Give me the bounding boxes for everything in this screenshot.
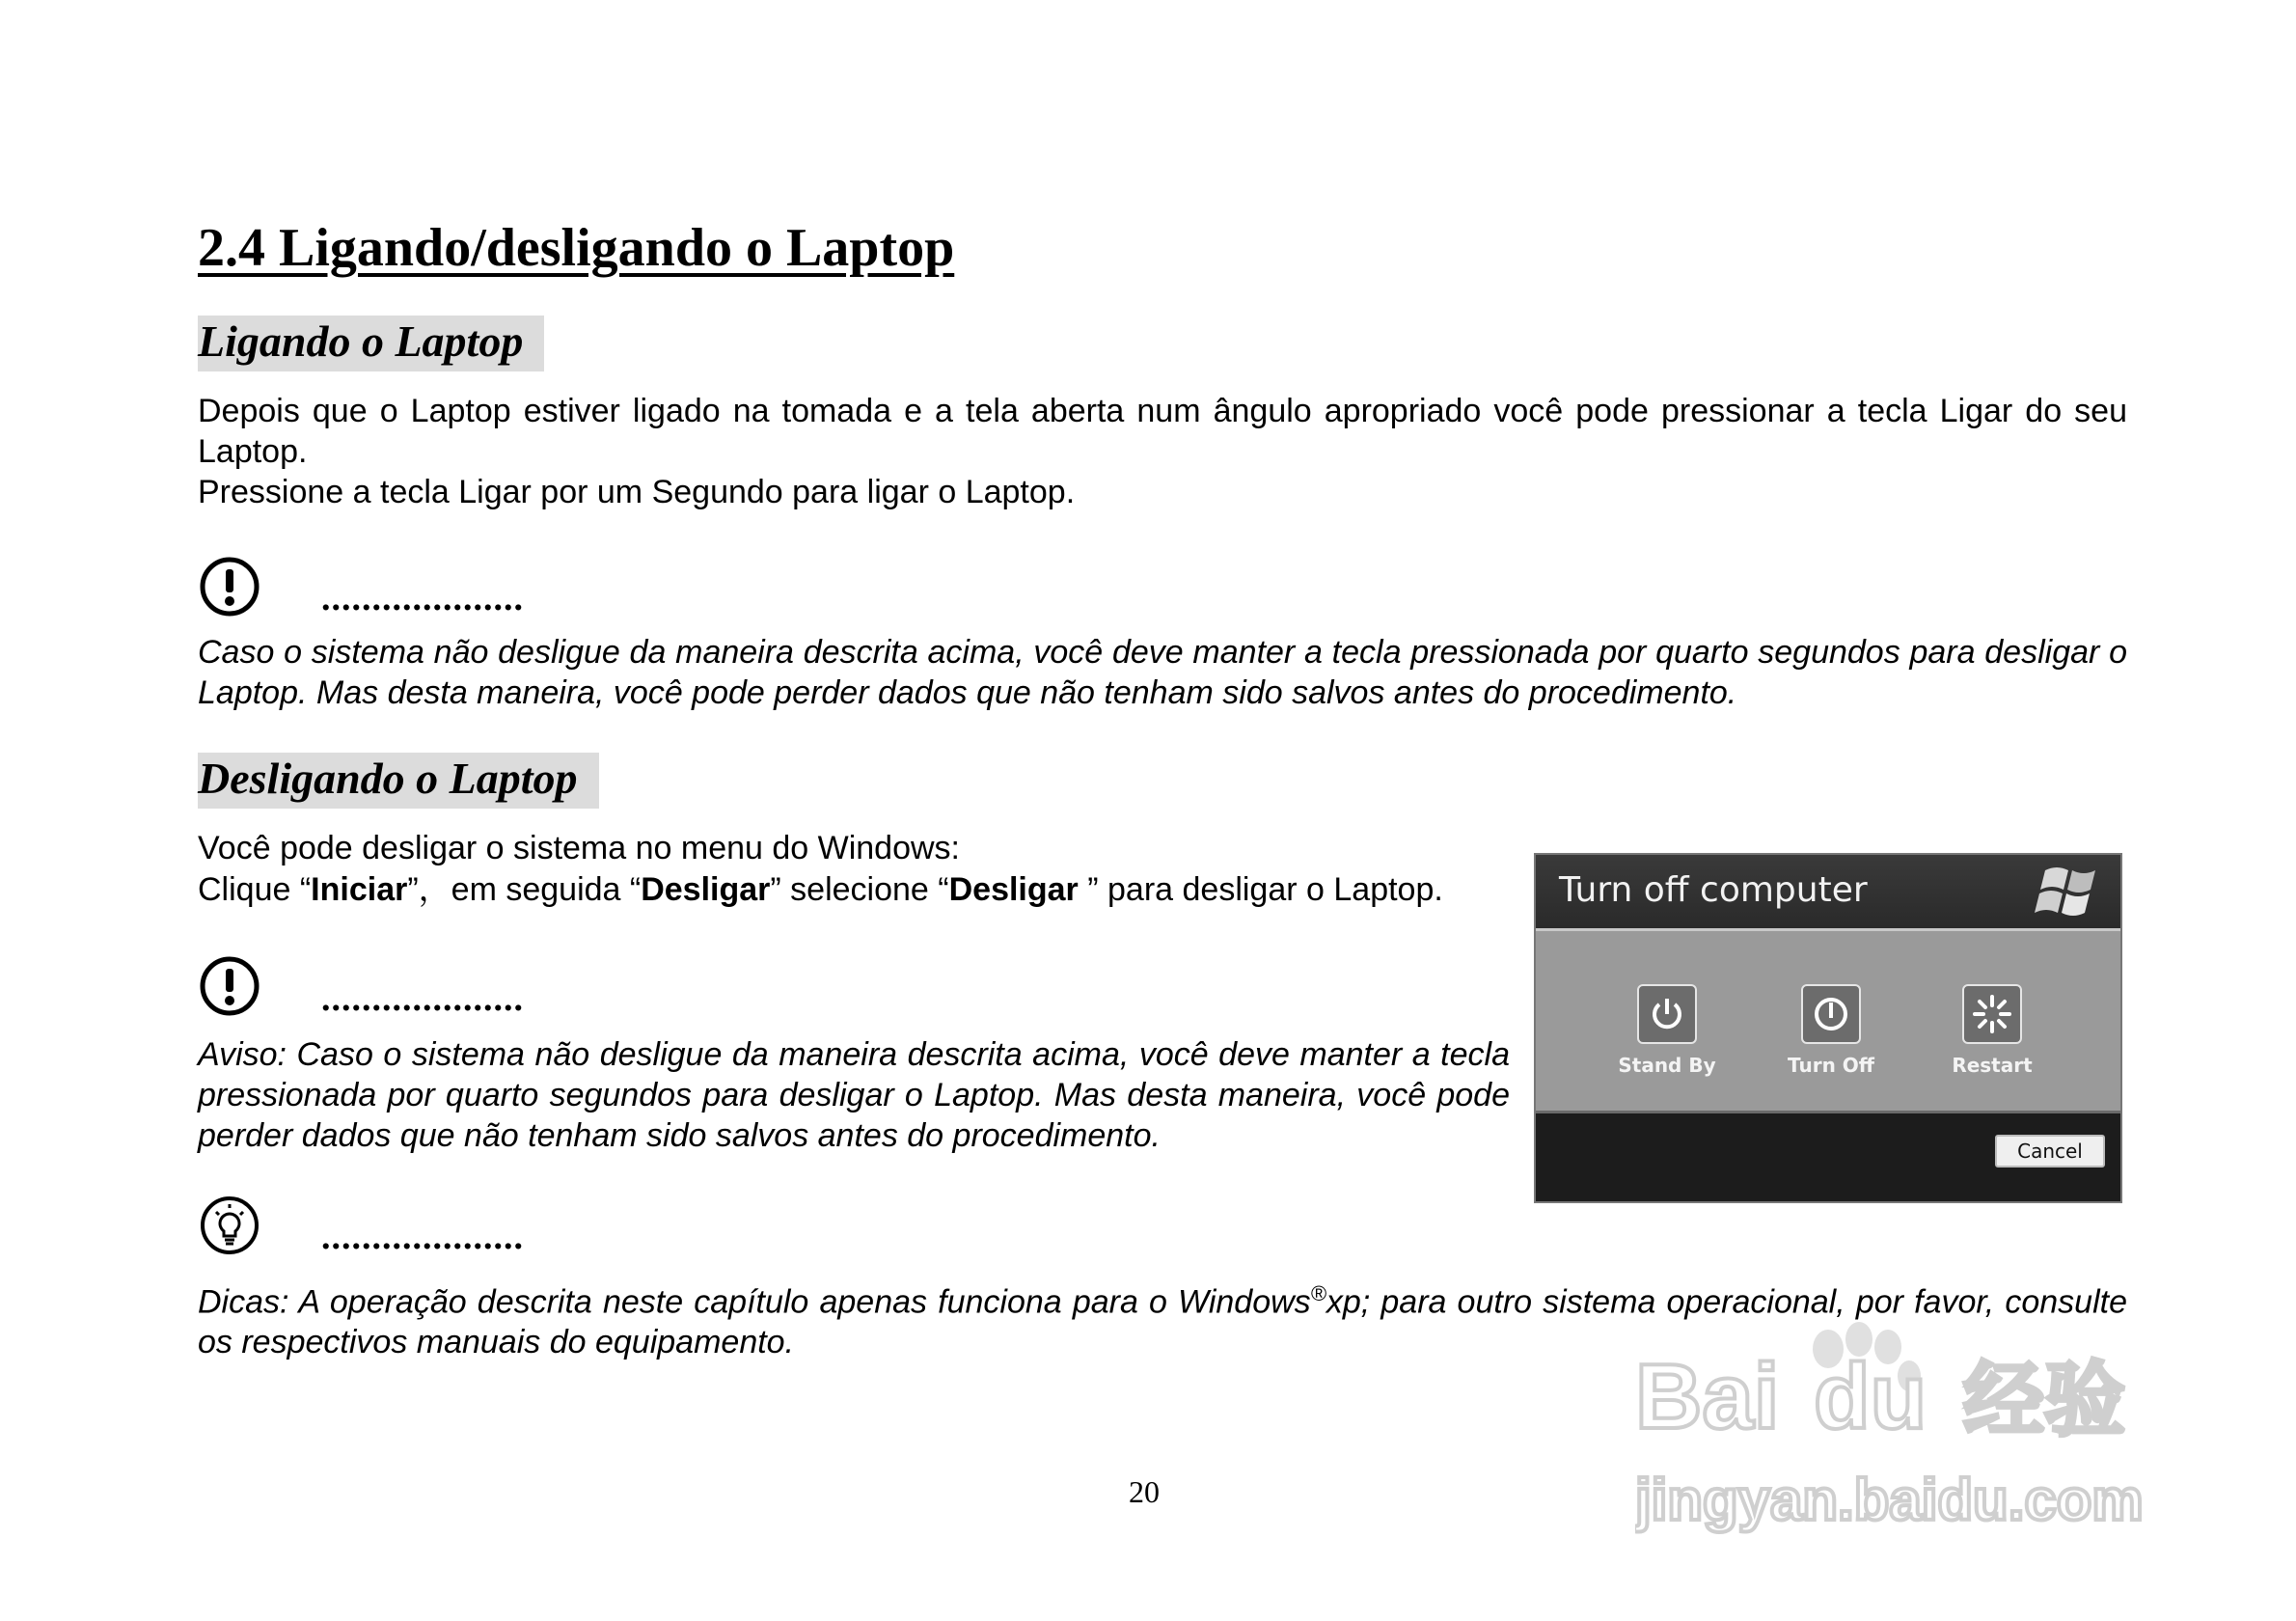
- paragraph-intro: Depois que o Laptop estiver ligado na tomada e a tela aberta num ângulo apropriado você pode pressionar a tecla Ligar do seu Laptop.: [198, 393, 2127, 470]
- paragraph-press-power: Pressione a tecla Ligar por um Segundo para ligar o Laptop.: [198, 474, 1076, 510]
- paragraph-click-instructions: Clique “Iniciar”，em seguida “Desligar” selecione “Desligar ” para desligar o Laptop.: [198, 871, 1443, 908]
- power-icon: [1646, 993, 1688, 1035]
- restart-icon: [1971, 993, 2013, 1035]
- stand-by-label: Stand By: [1618, 1054, 1716, 1077]
- watermark-bai: Bai: [1635, 1345, 1780, 1448]
- watermark-url: jingyan.baidu.com: [1635, 1468, 2144, 1532]
- restart-option[interactable]: [1920, 984, 2064, 1077]
- watermark-du: du: [1814, 1345, 1927, 1448]
- turn-off-button[interactable]: [1801, 984, 1861, 1044]
- baidu-watermark: [1635, 1322, 2175, 1544]
- turn-off-label: Turn Off: [1788, 1054, 1874, 1077]
- windows-logo-icon: [2034, 861, 2107, 922]
- dialog-title: Turn off computer: [1559, 870, 1868, 910]
- page-title: 2.4 Ligando/desligando o Laptop: [198, 218, 955, 278]
- stand-by-button[interactable]: [1637, 984, 1697, 1044]
- warning-dots: ....................: [321, 978, 524, 1019]
- turn-off-option[interactable]: [1759, 984, 1903, 1077]
- tip-text: Dicas: A operação descrita neste capítulo apenas funciona para o Windows®xp; para outro sistema operacional, por favor, consulte os respectivos manuais do equipamento.: [198, 1281, 2128, 1361]
- exclamation-icon: [199, 556, 260, 618]
- exclamation-icon: [199, 955, 260, 1017]
- tip-dots: ....................: [321, 1217, 524, 1257]
- section-heading-ligando: Ligando o Laptop: [198, 316, 544, 371]
- dialog-body: [1536, 928, 2120, 1113]
- restart-button[interactable]: [1962, 984, 2022, 1044]
- section-heading-desligando: Desligando o Laptop: [198, 753, 599, 809]
- dialog-header: [1536, 855, 2120, 928]
- paragraph-windows-menu: Você pode desligar o sistema no menu do Windows:: [198, 830, 961, 866]
- cancel-button[interactable]: Cancel: [1995, 1135, 2105, 1168]
- lightbulb-icon: [199, 1195, 260, 1256]
- dialog-footer: [1536, 1113, 2120, 1201]
- restart-label: Restart: [1952, 1054, 2033, 1077]
- turn-off-icon: [1810, 993, 1852, 1035]
- warning-text: Aviso: Caso o sistema não desligue da maneira descrita acima, você deve manter a tecla pressionada por quarto segundos para desligar o Laptop. Mas desta maneira, você pode perder dados que não tenham sido salvos antes do procedimento.: [198, 1036, 1510, 1154]
- stand-by-option[interactable]: [1595, 984, 1739, 1077]
- watermark-jingyan-cn: 经验: [1963, 1355, 2126, 1445]
- note-dots: ....................: [321, 578, 524, 618]
- note-text: Caso o sistema não desligue da maneira descrita acima, você deve manter a tecla pressionada por quarto segundos para desligar o Laptop. Mas desta maneira, você pode perder dados que não tenham sido salvos antes do procedimento.: [198, 634, 2127, 711]
- page-number: 20: [1129, 1474, 1160, 1509]
- turn-off-dialog-screenshot: [1534, 853, 2122, 1203]
